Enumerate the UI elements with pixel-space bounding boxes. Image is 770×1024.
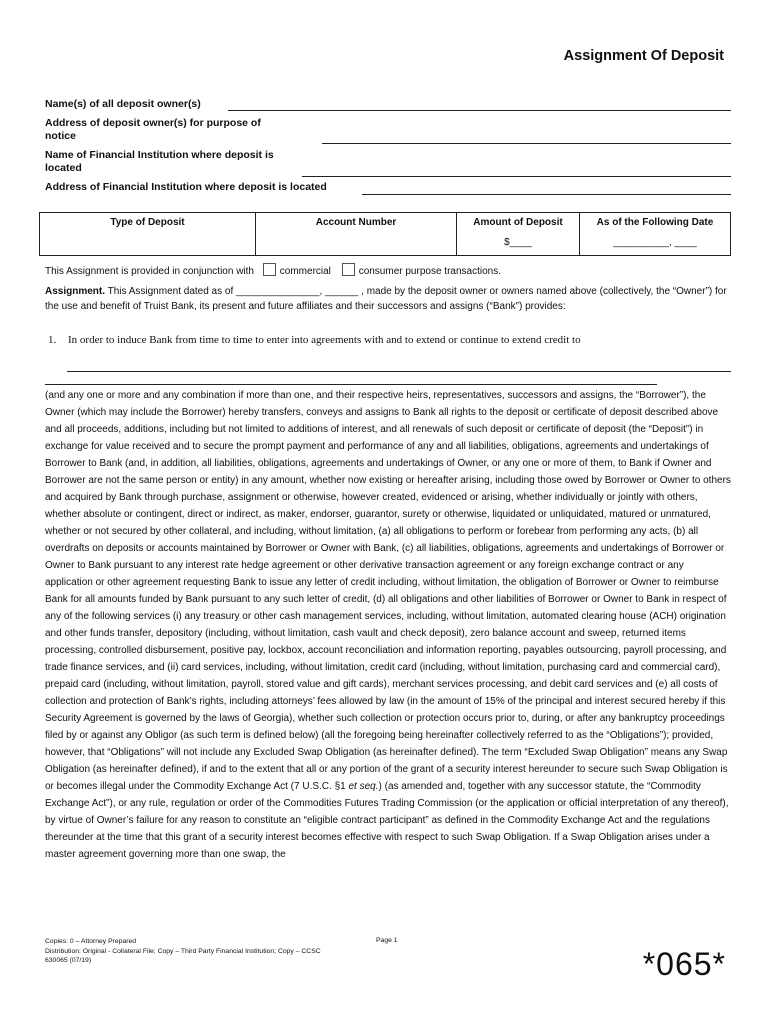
borrower-name-field-2[interactable] (45, 384, 657, 385)
footer-distribution: Copies: 0 – Attorney Prepared Distribution: Original - Collateral File; Copy – Third Party Financial Institution; Copy – CCSC 630065 (07/19) (45, 938, 321, 964)
form-code-stamp: *065* (642, 946, 726, 982)
commercial-label: commercial (279, 266, 331, 277)
date-value: __________, ____ (613, 237, 697, 248)
column-header: Type of Deposit (110, 217, 185, 228)
type-of-deposit-cell[interactable] (40, 213, 256, 256)
item-text: In order to induce Bank from time to time to enter into agreements with and to extend or continue to extend credit to (68, 334, 581, 346)
borrower-name-field[interactable] (67, 371, 731, 372)
column-header: Amount of Deposit (473, 217, 563, 228)
transaction-type-line: This Assignment is provided in conjunction with commercial consumer purpose transactions. (45, 263, 501, 280)
item-1 (48, 334, 581, 346)
owner-address-field[interactable] (322, 143, 731, 144)
amount-of-deposit-cell[interactable] (457, 213, 580, 256)
table-row (40, 213, 731, 256)
institution-name-field[interactable] (302, 176, 731, 177)
owner-name-label: Name(s) of all deposit owner(s) (45, 98, 201, 110)
consumer-label: consumer purpose transactions. (358, 266, 501, 277)
deposit-table (39, 212, 731, 256)
item-number: 1. (48, 334, 57, 346)
page-number: Page 1 (376, 937, 398, 944)
as-of-date-cell[interactable] (580, 213, 731, 256)
institution-name-label: Name of Financial Institution where deposit is located (45, 149, 274, 174)
consumer-checkbox[interactable] (342, 263, 355, 276)
owner-address-label: Address of deposit owner(s) for purpose of notice (45, 117, 261, 142)
institution-address-field[interactable] (362, 194, 731, 195)
owner-name-field[interactable] (228, 110, 731, 111)
assignment-paragraph: Assignment. This Assignment dated as of _______________, ______ , made by the deposit owner or owners named above (collectively, the “Owner”) for the use and benefit of Truist Bank, its present and future affiliates and their successors and assigns (“Bank”) provides: (45, 286, 727, 312)
document-title: Assignment Of Deposit (563, 48, 724, 64)
account-number-cell[interactable] (256, 213, 457, 256)
amount-value: $____ (504, 237, 532, 248)
column-header: As of the Following Date (596, 217, 714, 228)
institution-address-label: Address of Financial Institution where deposit is located (45, 181, 327, 193)
column-header: Account Number (315, 217, 397, 228)
commercial-checkbox[interactable] (263, 263, 276, 276)
obligations-paragraph: (and any one or more and any combination if more than one, and their respective heirs, representatives, successors and assigns, the “Borrower”), the Owner (which may include the Borrower) hereby transfers, conveys and assigns to Bank all rights to the deposit or certificate of deposit described above and all proceeds, additions, including but not limited to additions of interest, and all renewals of such deposit or certificate of deposit (the “Deposit”) in exchange for value received and to secure the prompt payment and performance of any and all liabilities, obligations, agreements and undertakings of Borrower to Bank (and, in addition, all liabilities, obligations, agreements and undertakings of Owner, or any one or more of them, to Bank if Owner and Borrower are not the same person or entity) in any amount, whether now existing or hereafter arising, including those owed by Borrower or Owner to others and acquired by Bank through purchase, assignment or otherwise, however created, evidenced or arising, whether individually or jointly with others, whether absolute or contingent, direct or indirect, as maker, endorser, guarantor, surety or otherwise, liquidated or unliquidated, matured or unmatured, whether or not secured by other collateral, and including, without limitation, (a) all obligations to perform or forebear from performing any acts, (b) all overdrafts on deposits or accounts maintained by Borrower or Owner with Bank, (c) all liabilities, obligations, agreements and undertakings of Borrower or Owner to Bank pursuant to any interest rate hedge agreement or other derivative transaction agreement or any foreign exchange contract or any application or other agreement requesting Bank to issue any letter of credit including, without limitation, the obligation of Borrower or Owner to reimburse Bank for all amounts funded by Bank pursuant to any such letter of credit, (d) all obligations and other liabilities of Borrower or Owner to Bank in respect of any of the following services (i) any treasury or other cash management services, including, without limitation, automated clearing house (ACH) origination and other funds transfer, depository (including, without limitation, cash vault and check deposit), zero balance account and sweep, returned items processing, controlled disbursement, positive pay, lockbox, account reconciliation and information reporting, payables outsourcing, payroll processing, and trade finance services, and (ii) card services, including, without limitation, credit card (including, without limitation, purchasing card and commercial card), prepaid card (including, without limitation, payroll, stored value and gift cards), merchant services processing, and debit card services and (e) all costs of collection and protection of Bank’s rights, including attorneys’ fees allowed by law (in the amount of 15% of the principal and interest secured hereby if this Security Agreement is governed by the laws of Georgia), whether such collection or protection occurs prior to, during, or after any bankruptcy proceedings filed by or against any Obligor (as such term is defined below) (all the foregoing being hereinafter collectively referred to as the “Obligations”); provided, however, that “Obligations” will not include any Excluded Swap Obligation (as hereinafter defined). The term “Excluded Swap Obligation” means any Swap Obligation (as hereinafter defined), if and to the extent that all or any portion of the grant of a security interest hereunder to secure such Swap Obligation is or becomes illegal under the Commodity Exchange Act (7 U.S.C. §1 et seq.) (as amended and, together with any successor statute, the “Commodity Exchange Act”), or any rule, regulation or order of the Commodities Futures Trading Commission (or the application or official interpretation of any thereof), by virtue of Owner’s failure for any reason to constitute an “eligible contract participant” as defined in the Commodity Exchange Act and the regulations thereunder at the time that this grant of a security interest becomes effective with respect to such Swap Obligation. If a Swap Obligation arises under a master agreement governing more than one swap, the (45, 390, 731, 860)
